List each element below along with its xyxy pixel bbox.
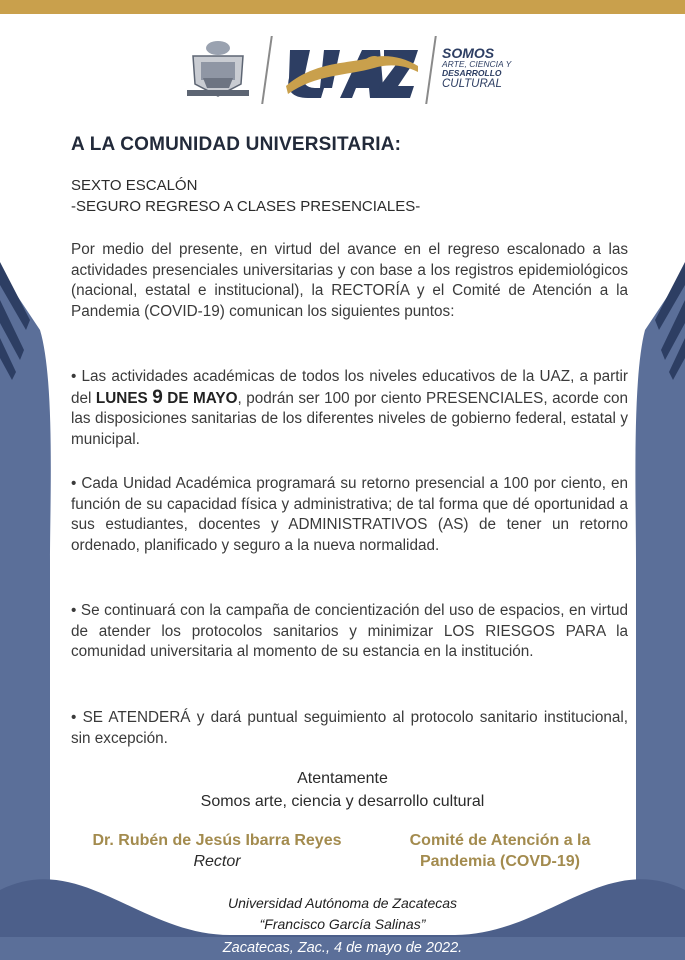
closing-atentamente: Atentamente [297,770,388,787]
point-1-lunes: LUNES [95,389,153,407]
footer-date: Zacatecas, Zac., 4 de mayo de 2022. [222,940,463,956]
signature-comite [370,830,630,872]
point-1-day-number: 9 [152,386,163,408]
subtitle-sexto-escalon: SEXTO ESCALÓN [71,177,198,194]
comite-name-line1: Comité de Atención a la [409,832,591,849]
point-1-paragraph [71,367,628,451]
point-3-paragraph: • Se continuará con la campaña de concientización del uso de espacios, en virtud de atender los protocolos sanitarios y minimizar LOS RIESGOS PARA la comunidad universitaria al momento de su estancia en la institución. [71,602,628,661]
rector-name: Dr. Rubén de Jesús Ibarra Reyes [92,832,342,849]
point-1-date-bold [95,386,238,408]
uaz-logo [284,42,420,100]
point-1-mayo: DE MAYO [162,389,238,407]
point-2-paragraph: • Cada Unidad Académica programará su retorno presencial a 100 por ciento, en función de su capacidad física y administrativa; de tal forma que dé oportunidad a sus estudiantes, docentes y ADMINISTRATIVOS (AS) de tener un retorno ordenado, planificado y seguro a la nueva normalidad. [71,475,628,555]
left-wave-decoration [0,270,51,960]
point-4-paragraph: • SE ATENDERÁ y dará puntual seguimiento al protocolo sanitario institucional, sin excepción. [71,709,628,747]
footer-university-name: “Francisco García Salinas” [259,916,426,932]
point-1-text-before: • Las actividades académicas de todos los niveles educativos de la UAZ, a partir del [71,368,628,407]
somos-cultural: CULTURAL [442,78,502,90]
signature-rector [62,830,372,872]
somos-desarrollo: DESARROLLO [442,68,502,78]
footer-university: Universidad Autónoma de Zacatecas [227,895,458,911]
comite-name-line2: Pandemia (COVD-19) [419,853,581,870]
page-title: A LA COMUNIDAD UNIVERSITARIA: [71,134,402,155]
university-seal-logo [183,36,253,100]
top-gold-bar [0,0,685,14]
closing-motto: Somos arte, ciencia y desarrollo cultural [200,793,485,810]
rector-role: Rector [193,853,241,870]
intro-paragraph: Por medio del presente, en virtud del avance en el regreso escalonado a las actividades presenciales universitarias y con base a los registros epidemiológicos (nacional, estatal e institucional), la RECTORÍA y el Comité de Atención a la Pandemia (COVID-19) comunican los siguientes puntos: [71,241,628,321]
somos-tagline [442,46,520,90]
subtitle-regreso-clases: -SEGURO REGRESO A CLASES PRESENCIALES- [71,198,421,215]
point-1-text-after: , podrán ser 100 por ciento PRESENCIALES, acorde con las disposiciones sanitarias de los diferentes niveles de gobierno federal, estatal y municipal. [71,389,628,449]
somos-word: SOMOS [442,45,495,61]
somos-arte-ciencia: ARTE, CIENCIA Y [442,59,512,69]
right-wave-decoration [635,270,685,960]
